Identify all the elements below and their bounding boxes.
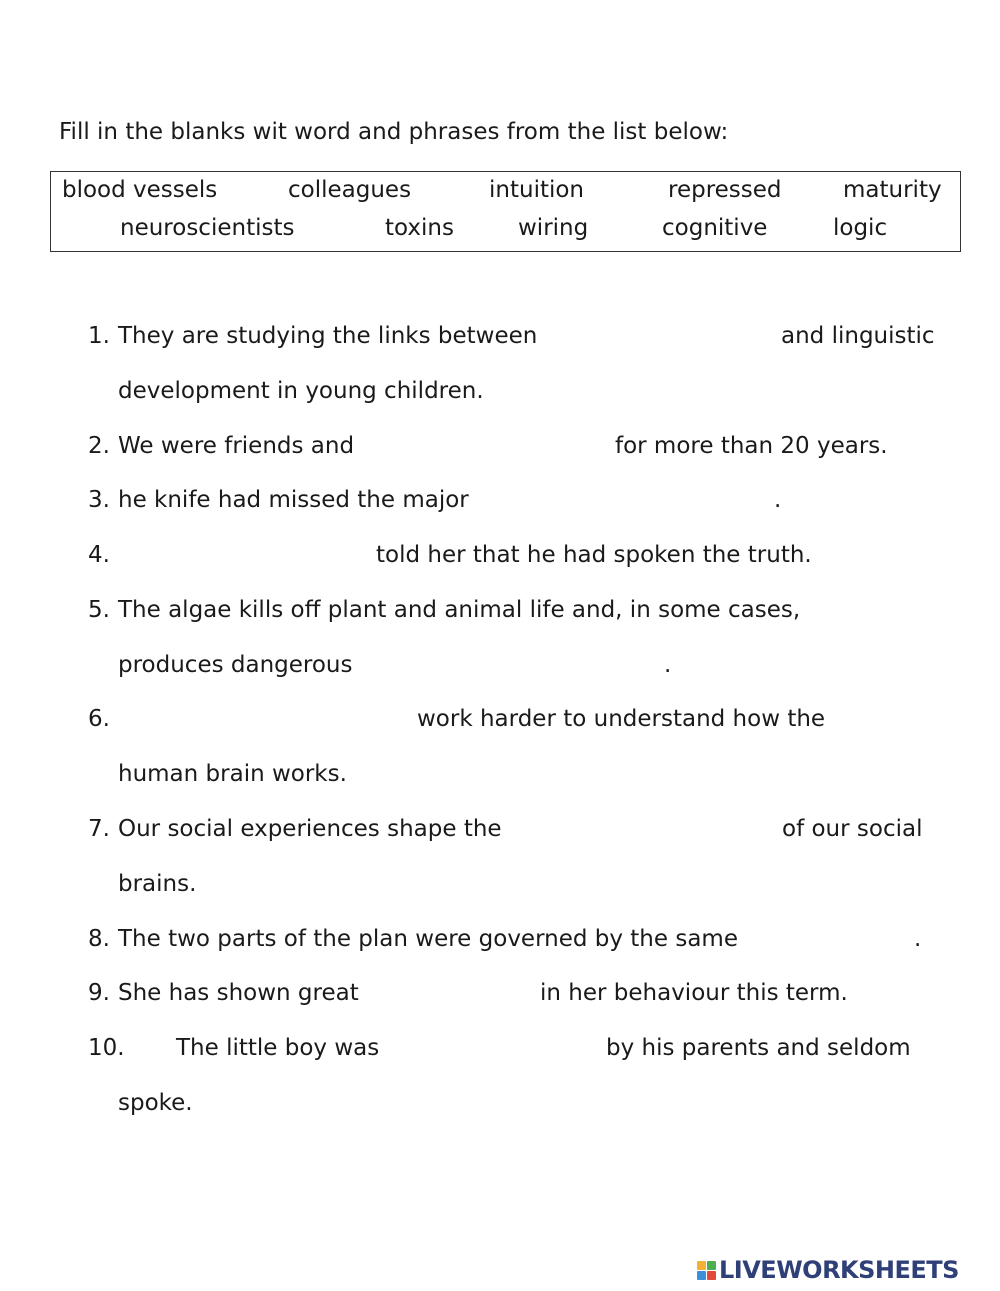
question-number: 2.	[88, 433, 110, 459]
word-bank-item: blood vessels	[62, 177, 218, 203]
question-text: .	[774, 487, 782, 513]
question-number: 3.	[88, 487, 110, 513]
question-text: They are studying the links between	[118, 323, 538, 349]
question-text: and linguistic	[781, 323, 935, 349]
question-text: Our social experiences shape the	[118, 816, 502, 842]
answer-blank-2[interactable]	[380, 433, 608, 461]
question-text: We were friends and	[118, 433, 355, 459]
word-bank-item: colleagues	[288, 177, 412, 203]
question-text: The algae kills off plant and animal life and, in some cases,	[118, 597, 801, 623]
question-text: .	[664, 652, 672, 678]
answer-blank-5[interactable]	[381, 652, 661, 680]
question-number: 1.	[88, 323, 110, 349]
answer-blank-3[interactable]	[506, 487, 771, 515]
logo-text: LIVEWORKSHEETS	[719, 1256, 959, 1284]
question-text: The two parts of the plan were governed by the same	[118, 926, 738, 952]
logo-block	[707, 1271, 716, 1280]
answer-blank-1[interactable]	[578, 323, 773, 351]
word-bank-item: cognitive	[662, 215, 768, 241]
answer-blank-6[interactable]	[118, 706, 410, 734]
question-text: brains.	[118, 871, 197, 897]
word-bank-item: logic	[833, 215, 888, 241]
question-text: development in young children.	[118, 378, 484, 404]
question-text: told her that he had spoken the truth.	[376, 542, 812, 568]
question-text: She has shown great	[118, 980, 359, 1006]
word-bank-item: wiring	[518, 215, 589, 241]
answer-blank-10[interactable]	[404, 1035, 598, 1063]
word-bank-item: intuition	[489, 177, 585, 203]
question-text: he knife had missed the major	[118, 487, 469, 513]
question-text: work harder to understand how the	[417, 706, 826, 732]
question-number: 7.	[88, 816, 110, 842]
question-text: produces dangerous	[118, 652, 353, 678]
word-bank-item: repressed	[668, 177, 782, 203]
answer-blank-7[interactable]	[538, 816, 774, 844]
question-number: 4.	[88, 542, 110, 568]
word-bank-item: toxins	[385, 215, 454, 241]
logo-blocks-icon	[697, 1261, 716, 1280]
question-number: 9.	[88, 980, 110, 1006]
question-text: spoke.	[118, 1090, 193, 1116]
question-text: of our social	[782, 816, 923, 842]
question-number: 10.	[88, 1035, 125, 1061]
answer-blank-9[interactable]	[388, 980, 532, 1008]
answer-blank-4[interactable]	[118, 542, 368, 570]
logo-block	[697, 1271, 706, 1280]
word-bank-box	[50, 171, 961, 252]
word-bank-item: maturity	[843, 177, 942, 203]
question-text: .	[914, 926, 922, 952]
question-text: The little boy was	[176, 1035, 380, 1061]
answer-blank-8[interactable]	[796, 926, 910, 954]
logo-block	[707, 1261, 716, 1270]
question-number: 5.	[88, 597, 110, 623]
logo-block	[697, 1261, 706, 1270]
question-text: in her behaviour this term.	[540, 980, 848, 1006]
question-text: for more than 20 years.	[615, 433, 888, 459]
question-text: human brain works.	[118, 761, 347, 787]
word-bank-item: neuroscientists	[120, 215, 295, 241]
question-number: 6.	[88, 706, 110, 732]
instructions-heading: Fill in the blanks wit word and phrases from the list below:	[59, 119, 729, 145]
question-text: by his parents and seldom	[606, 1035, 911, 1061]
liveworksheets-logo	[697, 1252, 959, 1288]
question-number: 8.	[88, 926, 110, 952]
